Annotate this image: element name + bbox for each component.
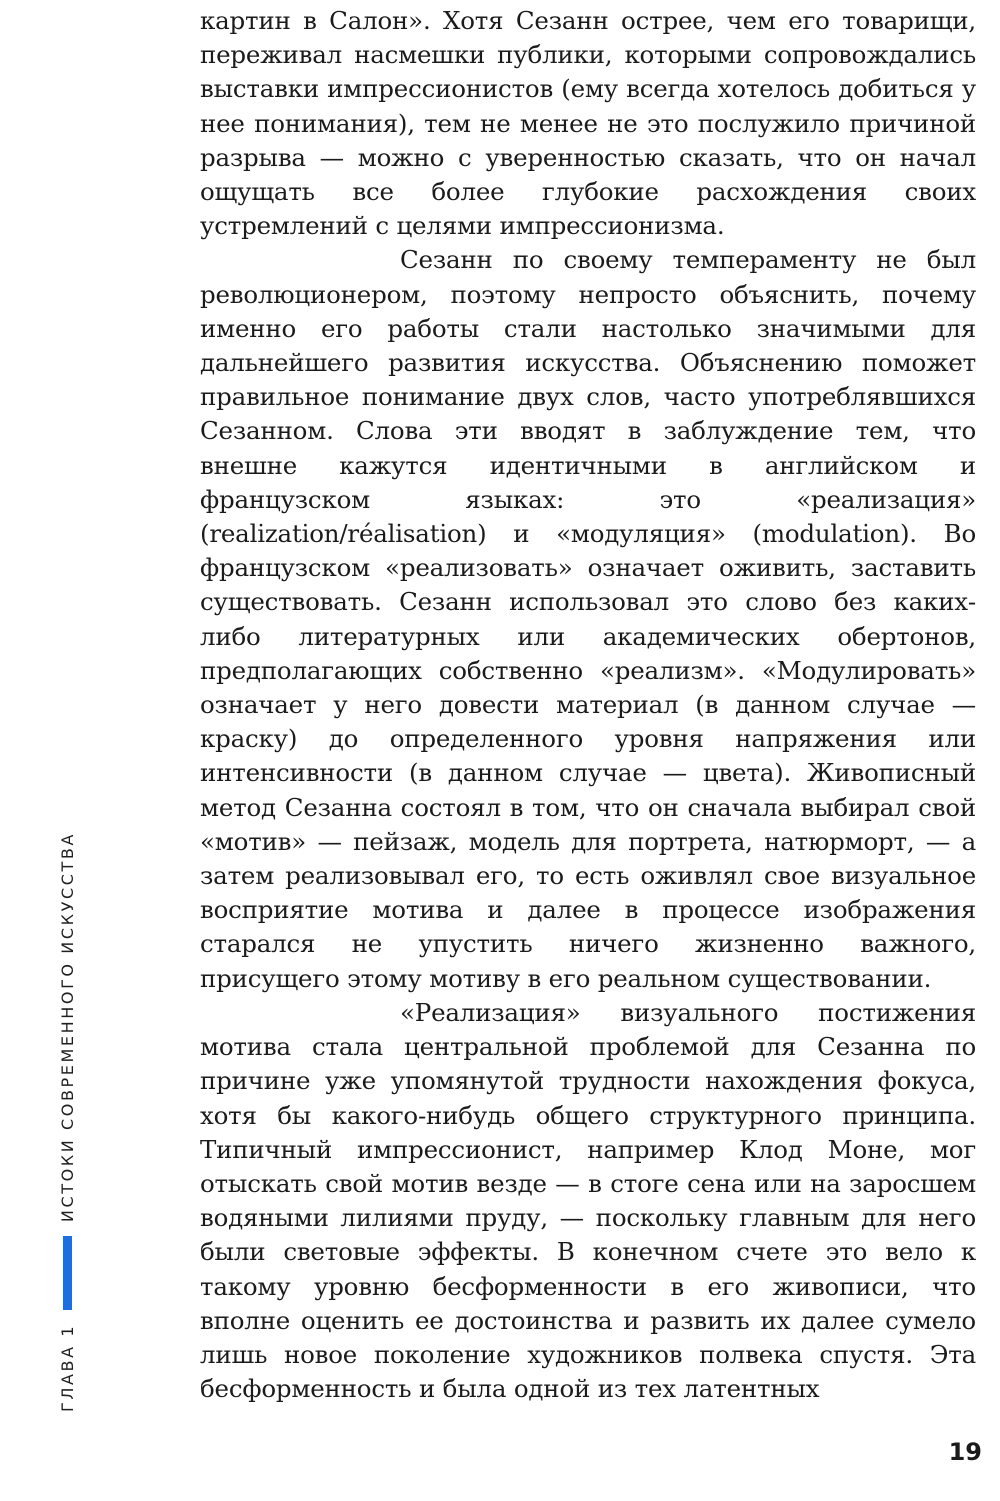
page-number: 19 — [948, 1438, 982, 1466]
chapter-title: ИСТОКИ СОВРЕМЕННОГО ИСКУССТВА — [57, 832, 77, 1223]
paragraph-2: Сезанн по своему темпераменту не был революционером, поэтому непросто объяснить, почему именно его работы стали настолько значимыми для дальнейшего развития искусства. Объяснению поможет правильное понимание двух слов, часто употреблявшихся Сезанном. Слова эти вводят в заблуждение тем, что внешне кажутся идентичными в английском и французском языках: это «реализация» (realization/réalisation) и «модуляция» (modulation). Во французском «реализовать» означает оживить, заставить существовать. Сезанн использовал это слово без каких-либо литературных или академических обертонов, предполагающих собственно «реализм». «Модулировать» означает у него довести материал (в данном случае — краску) до определенного уровня напряжения или интенсивности (в данном случае — цвета). Живописный метод Сезанна состоял в том, что он сначала выбирал свой «мотив» — пейзаж, модель для портрета, натюрморт, — а затем реализовывал его, то есть оживлял свое визуальное восприятие мотива и далее в процессе изображения старался не упустить ничего жизненно важного, присущего этому мотиву в его реальном существовании. — [200, 245, 976, 993]
running-header-vertical — [52, 832, 82, 1412]
chapter-accent-bar — [63, 1236, 72, 1310]
main-text-column — [200, 4, 976, 1406]
paragraph-1: картин в Салон». Хотя Сезанн острее, чем его товарищи, переживал насмешки публики, которыми сопровождались выставки импрессионистов (ему всегда хотелось добиться у нее понимания), тем не менее не это послужило причиной разрыва — можно с уверенностью сказать, что он начал ощущать все более глубокие расхождения своих устремлений с целями импрессионизма. — [200, 6, 976, 241]
chapter-label: ГЛАВА 1 — [57, 1323, 77, 1412]
paragraph-3: «Реализация» визуального постижения мотива стала центральной проблемой для Сезанна по причине уже упомянутой трудности нахождения фокуса, хотя бы какого-нибудь общего структурного принципа. Типичный импрессионист, например Клод Моне, мог отыскать свой мотив везде — в стоге сена или на заросшем водяными лилиями пруду, — поскольку главным для него были световые эффекты. В конечном счете это вело к такому уровню бесформенности в его живописи, что вполне оценить ее достоинства и развить их далее сумело лишь новое поколение художников полвека спустя. Эта бесформенность и была одной из тех латентных — [200, 997, 976, 1404]
